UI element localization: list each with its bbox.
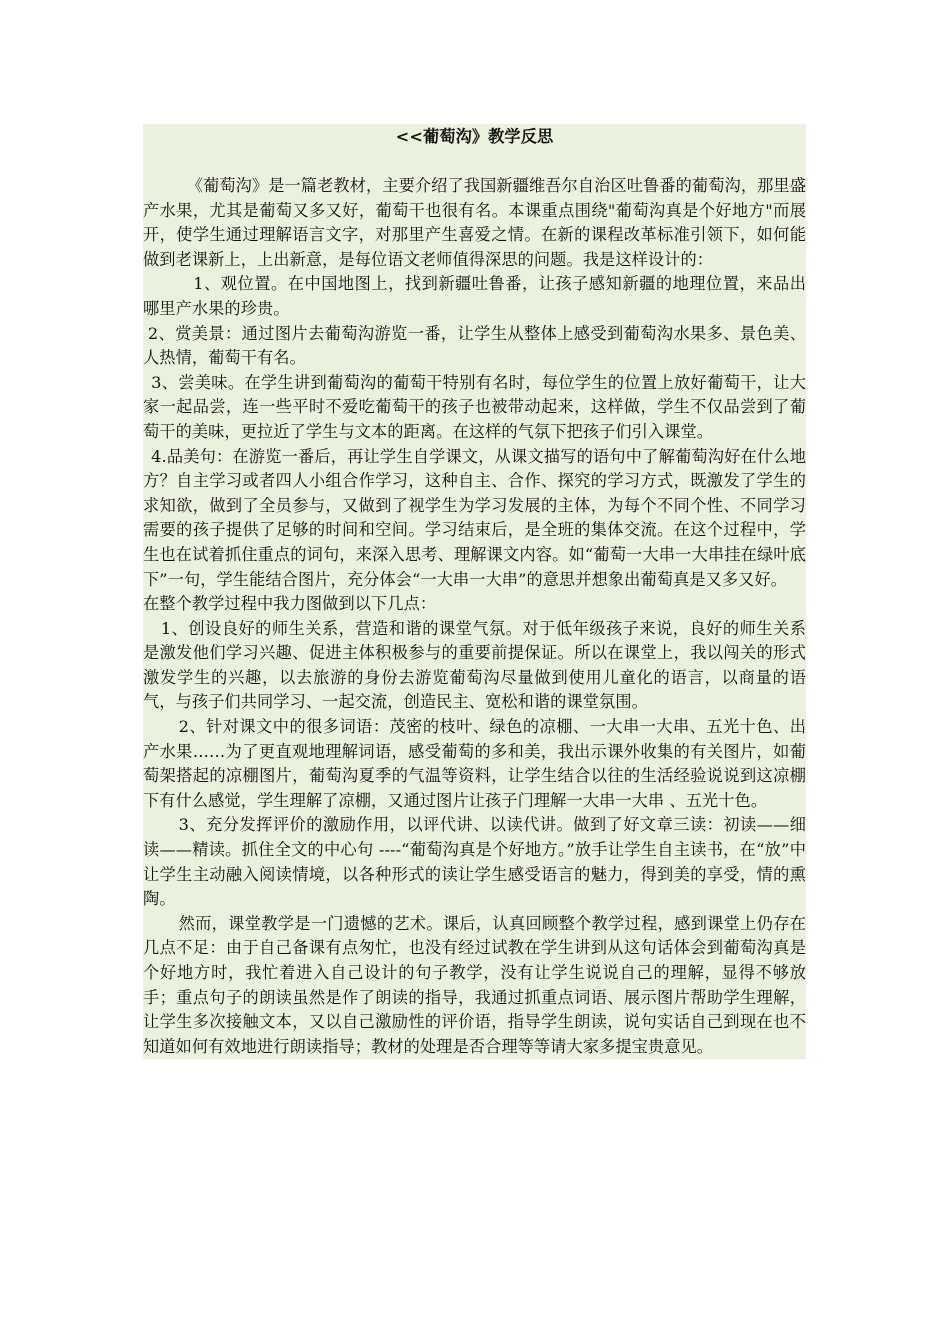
paragraph-design-2: 2、赏美景：通过图片去葡萄沟游览一番，让学生从整体上感受到葡萄沟水果多、景色美、人热情，葡萄干有名。 [143,323,806,368]
paragraph-intro: 《葡萄沟》是一篇老教材，主要介绍了我国新疆维吾尔自治区吐鲁番的葡萄沟，那里盛产水果，尤其是葡萄又多又好，葡萄干也很有名。本课重点围绕"葡萄沟真是个好地方"而展开，使学生通过理解语言文字，对那里产生喜爱之情。在新的课程改革标准引领下，如何能做到老课新上，上出新意，是每位语文老师值得深思的问题。我是这样设计的： [143,176,806,269]
paragraph-reflection: 然而，课堂教学是一门遗憾的艺术。课后，认真回顾整个教学过程，感到课堂上仍存在几点不足：由于自己备课有点匆忙，也没有经过试教在学生讲到从这句话体会到葡萄沟真是个好地方时，我忙着进入自己设计的句子教学，没有让学生说说自己的理解，显得不够放手；重点句子的朗读虽然是作了朗读的指导，我通过抓重点词语、展示图片帮助学生理解，让学生多次接触文本，又以自己激励性的评价语，指导学生朗读，说句实话自己到现在也不知道如何有效地进行朗读指导；教材的处理是否合理等等请大家多提宝贵意见。 [143,913,806,1056]
blank-line [143,149,806,174]
paragraph-point-1: 1、创设良好的师生关系，营造和谐的课堂气氛。对于低年级孩子来说，良好的师生关系是激发他们学习兴趣、促进主体积极参与的重要前提保证。所以在课堂上，我以闯关的形式激发学生的兴趣，以去旅游的身份去游览葡萄沟尽量做到使用儿童化的语言，以商量的语气，与孩子们共同学习、一起交流，创造民主、宽松和谐的课堂氛围。 [143,618,806,712]
paragraph-point-2: 2、针对课文中的很多词语：茂密的枝叶、绿色的凉棚、一大串一大串、五光十色、出产水果……为了更直观地理解词语，感受葡萄的多和美，我出示课外收集的有关图片，如葡萄架搭起的凉棚图片，葡萄沟夏季的气温等资料，让学生结合以往的生活经验说说到这凉棚下有什么感觉，学生理解了凉棚，又通过图片让孩子门理解一大串一大串 、五光十色。 [143,717,806,810]
paragraph-summary-intro: 在整个教学过程中我力图做到以下几点： [143,594,437,614]
document-body [143,124,806,1059]
paragraph-design-1: 1、观位置。在中国地图上，找到新疆吐鲁番，让孩子感知新疆的地理位置，来品出哪里产水果的珍贵。 [143,274,806,318]
paragraph-point-3: 3、充分发挥评价的激励作用，以评代讲、以读代讲。做到了好文章三读：初读——细读——精读。抓住全文的中心句 ----“葡萄沟真是个好地方。”放手让学生自主读书，在“放”中让学生主动融入阅读情境，以各种形式的读让学生感受语言的魅力，得到美的享受，情的熏陶。 [143,815,806,909]
paragraph-design-3: 3、尝美味。在学生讲到葡萄沟的葡萄干特别有名时，每位学生的位置上放好葡萄干，让大家一起品尝，连一些平时不爱吃葡萄干的孩子也被带动起来，这样做，学生不仅品尝到了葡萄干的美味，更拉近了学生与文本的距离。在这样的气氛下把孩子们引入课堂。 [143,372,806,441]
paragraph-design-4: 4.品美句：在游览一番后，再让学生自学课文，从课文描写的语句中了解葡萄沟好在什么地方？自主学习或者四人小组合作学习，这种自主、合作、探究的学习方式，既激发了学生的求知欲，做到了全员参与，又做到了视学生为学习发展的主体，为每个不同个性、不同学习需要的孩子提供了足够的时间和空间。学习结束后，是全班的集体交流。在这个过程中，学生也在试着抓住重点的词句，来深入思考、理解课文内容。如“葡萄一大串一大串挂在绿叶底下”一句，学生能结合图片，充分体会“一大串一大串”的意思并想象出葡萄真是又多又好。 [143,446,806,589]
document-title: <<葡萄沟》教学反思 [395,127,554,146]
